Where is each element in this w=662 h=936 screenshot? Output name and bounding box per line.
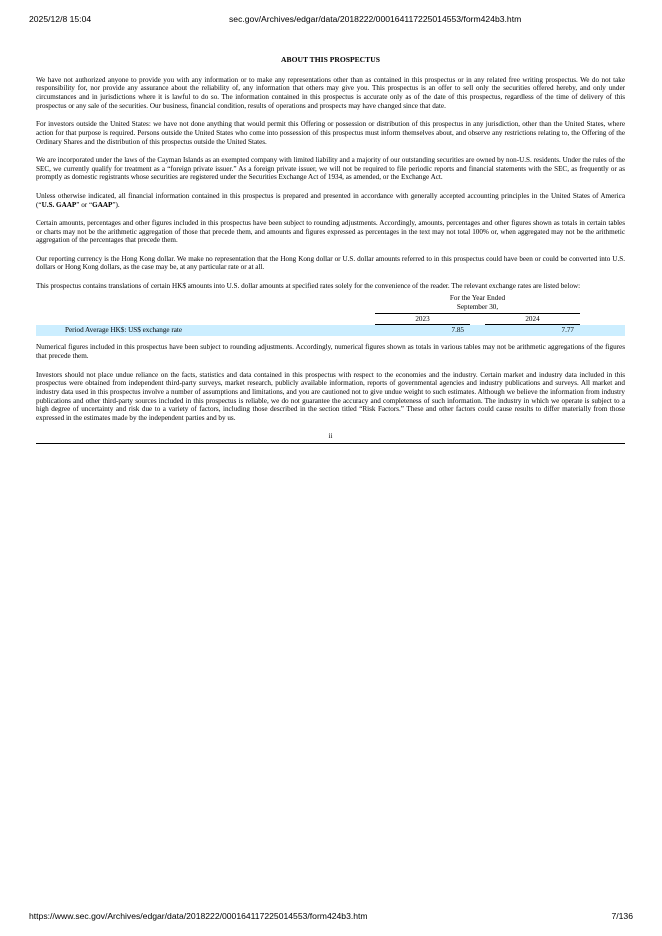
exchange-rate-table (36, 294, 625, 336)
period-header-line2: September 30, (456, 303, 499, 312)
gaap-term-gaap: GAAP (92, 200, 113, 209)
paragraph-reporting-currency: Our reporting currency is the Hong Kong dollar. We make no representation that the Hong Kong dollar or U.S. dollar amounts referred to in this prospectus could have been or could be converted into U.S. dollars or Hong Kong dollars, as the case may be, at any particular rate or at all. (36, 254, 625, 272)
table-year-row (36, 314, 625, 325)
value-2024: 7.77 (485, 325, 580, 337)
paragraph-exchange-rates-intro: This prospectus contains translations of certain HK$ amounts into U.S. dollar amounts at specified rates solely for the convenience of the reader. The relevant exchange rates are listed below: (36, 281, 581, 290)
page-number: ii (36, 432, 625, 444)
gaap-text-mid: ” or “ (76, 200, 93, 209)
row-label: Period Average HK$: US$ exchange rate (36, 325, 375, 337)
print-page-title: sec.gov/Archives/edgar/data/2018222/000164117225014553/form424b3.htm (229, 14, 522, 24)
year-header-2024: 2024 (485, 314, 580, 325)
paragraph-gaap (36, 192, 625, 209)
paragraph-rounding: Certain amounts, percentages and other figures included in this prospectus have been subject to rounding adjustments. Accordingly, amounts, percentages and other figures shown as totals in certain tables or charts may not be the arithmetic aggregation of those that precede them, and amounts and figures expressed as percentages in the text may not total 100% or, when aggregated may not be the arithmetic aggregation of the percentages that precede them. (36, 218, 625, 245)
gaap-text-post: ”). (112, 200, 120, 209)
prospectus-page (36, 56, 625, 444)
value-2023: 7.85 (375, 325, 470, 337)
print-page-indicator: 7/136 (611, 911, 633, 921)
section-title: ABOUT THIS PROSPECTUS (281, 55, 380, 64)
table-period-header (375, 294, 580, 314)
year-header-2023: 2023 (375, 314, 470, 325)
paragraph-numerical-rounding: Numerical figures included in this prospectus have been subject to rounding adjustments. Accordingly, numerical figures shown as totals in various tables may not be arithmetic aggregations of the figures that precede them. (36, 343, 625, 361)
paragraph-investors-outside-us: For investors outside the United States: we have not done anything that would permit this Offering or possession or distribution of this prospectus in any jurisdiction, other than the United States, where action for that purpose is required. Persons outside the United States who come into possession of this prospectus must inform themselves about, and observe any restrictions relating to, the Offering of the Ordinary Shares and the distribution of this prospectus outside the United States. (36, 120, 625, 146)
paragraph-market-data: Investors should not place undue reliance on the facts, statistics and data contained in this prospectus with respect to the economies and the industry. Certain market and industry data included in this prospectus were obtained from independent third-party surveys, market research, publicly available information, reports of governmental agencies and industry publications and surveys. All market and industry data used in this prospectus involve a number of assumptions and limitations, and you are cautioned not to give undue weight to such estimates. Although we believe the information from industry publications and other third-party sources included in this prospectus is reliable, we do not guarantee the accuracy and completeness of such information. The industry in which we operate is subject to a high degree of uncertainty and risk due to a variety of factors, including those described in the section titled “Risk Factors.” These and other factors could cause results to differ materially from those expressed in the estimates made by the independent parties and by us. (36, 370, 625, 423)
print-datetime: 2025/12/8 15:04 (29, 14, 92, 24)
browser-print-header (0, 14, 662, 28)
gaap-text-pre: Unless otherwise indicated, all financial information contained in this prospectus is prepared and presented in accordance with generally accepted accounting principles in the United States of America (“ (36, 191, 625, 209)
period-header-line1: For the Year Ended (449, 294, 506, 303)
browser-print-footer (0, 911, 662, 925)
paragraph-foreign-private-issuer: We are incorporated under the laws of the Cayman Islands as an exempted company with limited liability and a majority of our outstanding securities are owned by non-U.S. residents. Under the rules of the SEC, we currently qualify for treatment as a “foreign private issuer.” As a foreign private issuer, we will not be required to file periodic reports and financial statements with the SEC, as frequently or as promptly as domestic registrants whose securities are registered under the Securities Exchange Act of 1934, as amended, or the Exchange Act. (36, 156, 625, 182)
table-row (36, 325, 625, 337)
paragraph-authorization: We have not authorized anyone to provide you with any information or to make any representations other than as contained in this prospectus or in any related free writing prospectus. We do not take responsibility for, nor provide any assurance about the reliability of, any information that others may give you. This prospectus is an offer to sell only the securities offered hereby, and only under circumstances and in jurisdictions where it is lawful to do so. The information contained in this prospectus is accurate only as of the date of this prospectus, regardless of the time of delivery of this prospectus or any sale of the securities. Our business, financial condition, results of operations and prospects may have changed since that date. (36, 75, 625, 110)
table-header-row (36, 294, 625, 314)
gaap-term-us-gaap: U.S. GAAP (41, 200, 77, 209)
print-footer-url: https://www.sec.gov/Archives/edgar/data/2018222/000164117225014553/form424b3.htm (29, 911, 368, 921)
